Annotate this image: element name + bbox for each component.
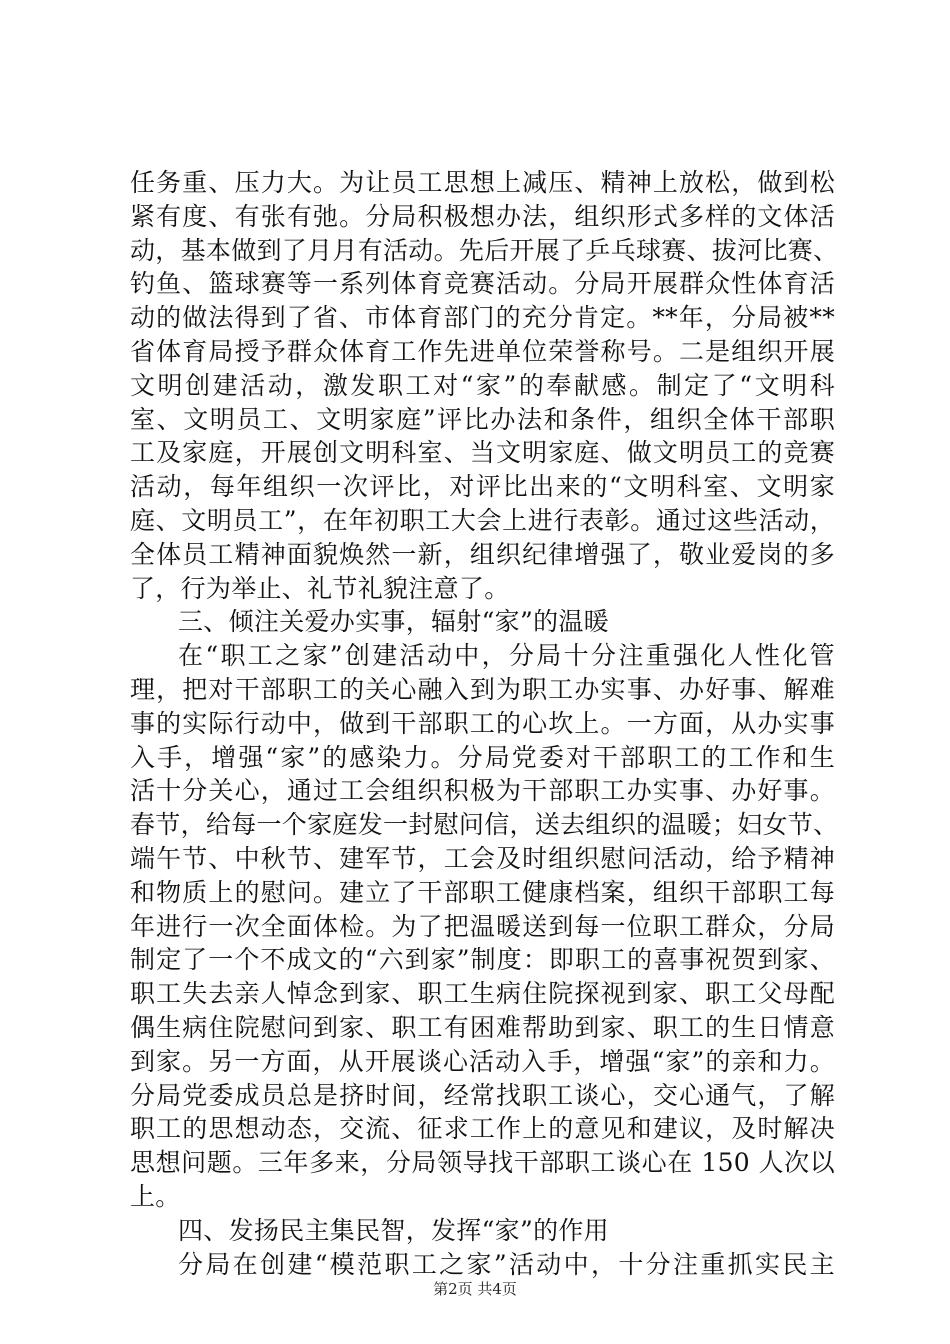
text-line: 活十分关心，通过工会组织积极为干部职工办实事、办好事。 xyxy=(130,776,835,806)
text-line: 职工的思想动态，交流、征求工作上的意见和建议，及时解决 xyxy=(130,1114,835,1144)
document-body xyxy=(130,166,839,1281)
text-line: 任务重、压力大。为让员工思想上减压、精神上放松，做到松 xyxy=(130,168,835,197)
text-line: 四、发扬民主集民智，发挥“家”的作用 xyxy=(178,1215,609,1245)
text-line: 动的做法得到了省、市体育部门的充分肯定。**年，分局被** xyxy=(130,303,835,333)
text-line: 上。 xyxy=(130,1181,181,1211)
text-line: 文明创建活动，激发职工对“家”的奉献感。制定了“文明科 xyxy=(130,370,835,400)
text-line: 三、倾注关爱办实事，辐射“家”的温暖 xyxy=(178,607,609,637)
text-line: 在“职工之家”创建活动中，分局十分注重强化人性化管 xyxy=(178,641,835,671)
text-line: 室、文明员工、文明家庭”评比办法和条件，组织全体干部职 xyxy=(130,404,835,434)
text-line: 动，基本做到了月月有活动。先后开展了乒乓球赛、拔河比赛、 xyxy=(130,235,839,265)
text-line: 省体育局授予群众体育工作先进单位荣誉称号。二是组织开展 xyxy=(130,336,835,366)
text-line: 紧有度、有张有弛。分局积极想办法，组织形式多样的文体活 xyxy=(130,201,835,231)
text-line: 到家。另一方面，从开展谈心活动入手，增强“家”的亲和力。 xyxy=(130,1046,835,1076)
text-line: 思想问题。三年多来，分局领导找干部职工谈心在 150 人次以 xyxy=(130,1148,835,1178)
text-line: 和物质上的慰问。建立了干部职工健康档案，组织干部职工每 xyxy=(130,877,835,907)
text-line: 事的实际行动中，做到干部职工的心坎上。一方面，从办实事 xyxy=(130,708,835,738)
text-line: 春节，给每一个家庭发一封慰问信，送去组织的温暖；妇女节、 xyxy=(130,810,839,840)
text-line: 制定了一个不成文的“六到家”制度：即职工的喜事祝贺到家、 xyxy=(130,945,835,975)
text-line: 钓鱼、篮球赛等一系列体育竞赛活动。分局开展群众性体育活 xyxy=(130,269,835,299)
text-line: 活动，每年组织一次评比，对评比出来的“文明科室、文明家 xyxy=(130,472,835,502)
text-line: 了，行为举止、礼节礼貌注意了。 xyxy=(130,573,510,603)
text-line: 职工失去亲人悼念到家、职工生病住院探视到家、职工父母配 xyxy=(130,979,835,1009)
text-line: 全体员工精神面貌焕然一新，组织纪律增强了，敬业爱岗的多 xyxy=(130,539,835,569)
text-line: 庭、文明员工”，在年初职工大会上进行表彰。通过这些活动， xyxy=(130,505,835,535)
text-line: 分局党委成员总是挤时间，经常找职工谈心，交心通气，了解 xyxy=(130,1080,835,1110)
page-footer: 第2页 共4页 xyxy=(433,1280,517,1298)
text-line: 入手，增强“家”的感染力。分局党委对干部职工的工作和生 xyxy=(130,742,835,772)
text-line: 端午节、中秋节、建军节，工会及时组织慰问活动，给予精神 xyxy=(130,843,835,873)
text-line: 偶生病住院慰问到家、职工有困难帮助到家、职工的生日情意 xyxy=(130,1012,835,1042)
text-line: 理，把对干部职工的关心融入到为职工办实事、办好事、解难 xyxy=(130,674,835,704)
text-line: 分局在创建“模范职工之家”活动中，十分注重抓实民主 xyxy=(178,1249,835,1279)
text-line: 年进行一次全面体检。为了把温暖送到每一位职工群众，分局 xyxy=(130,911,835,941)
text-line: 工及家庭，开展创文明科室、当文明家庭、做文明员工的竞赛 xyxy=(130,438,835,468)
